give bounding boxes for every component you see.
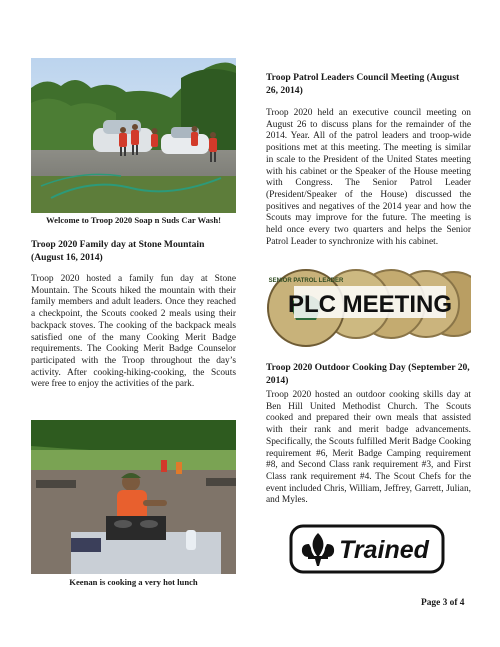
page-number: Page 3 of 4 — [421, 598, 465, 608]
family-day-heading: Troop 2020 Family day at Stone Mountain (August 16, 2014) — [31, 239, 205, 263]
plc-meeting-banner — [266, 264, 471, 350]
senior-patrol-leader-patch-text: SENIOR PATROL LEADER — [268, 278, 344, 284]
outdoor-cooking-body: Troop 2020 hosted an outdoor cooking skills day at Ben Hill United Methodist Church. The Scouts cooked and prepared their own meals that assisted with their rank and merit badge advancements. Specifically, the Scouts fulfilled Merit Badge Cooking requirement #6, Merit Badge Camping requirement #8, and Second Class rank requirement #3, and First Class rank requirement #4. The Scout Chefs for the event included Chris, William, Jeffrey, Garrett, Julian, and Myles. — [266, 390, 471, 506]
cooking-photo — [31, 420, 236, 574]
trained-text: Trained — [339, 536, 429, 564]
car-wash-caption: Welcome to Troop 2020 Soap n Suds Car Wash! — [46, 215, 221, 225]
trained-logo — [289, 524, 445, 574]
cooking-caption: Keenan is cooking a very hot lunch — [69, 577, 198, 587]
outdoor-cooking-heading: Troop 2020 Outdoor Cooking Day (September 20, 2014) — [266, 362, 470, 386]
family-day-body: Troop 2020 hosted a family fun day at Stone Mountain. The Scouts hiked the mountain with their family members and adult leaders. Once they reached a checkpoint, the Scouts cooked 2 meals using their backpack stoves. The cooking of the backpack meals satisfied one of the many Cooking Merit Badge requirements. The Cooking Merit Badge Counselor participated with the Troop throughout the day’s activity. After cooking-hiking-cooking, the Scouts were free to enjoy the activities of the park. — [31, 274, 236, 390]
plc-heading: Troop Patrol Leaders Council Meeting (August 26, 2014) — [266, 72, 460, 96]
plc-body: Troop 2020 held an executive council meeting on August 26 to discuss plans for the remainder of the 2014. Year. All of the patrol leaders and troop-wide positions met at this meeting. The meeting is similar in scale to the President of the United States meeting with his cabinet or the Speaker of the House meeting with Congress. The Senior Patrol Leader (President/Speaker of the House) discussed the positives and negatives of the 2014 year and how the Scouts may improve for the future. The meeting is held once every two quarters and helps the Senior Patrol Leader to synchronize with his cabinet. — [266, 108, 471, 247]
car-wash-photo — [31, 58, 236, 213]
plc-meeting-text: PLC MEETING — [287, 291, 453, 318]
